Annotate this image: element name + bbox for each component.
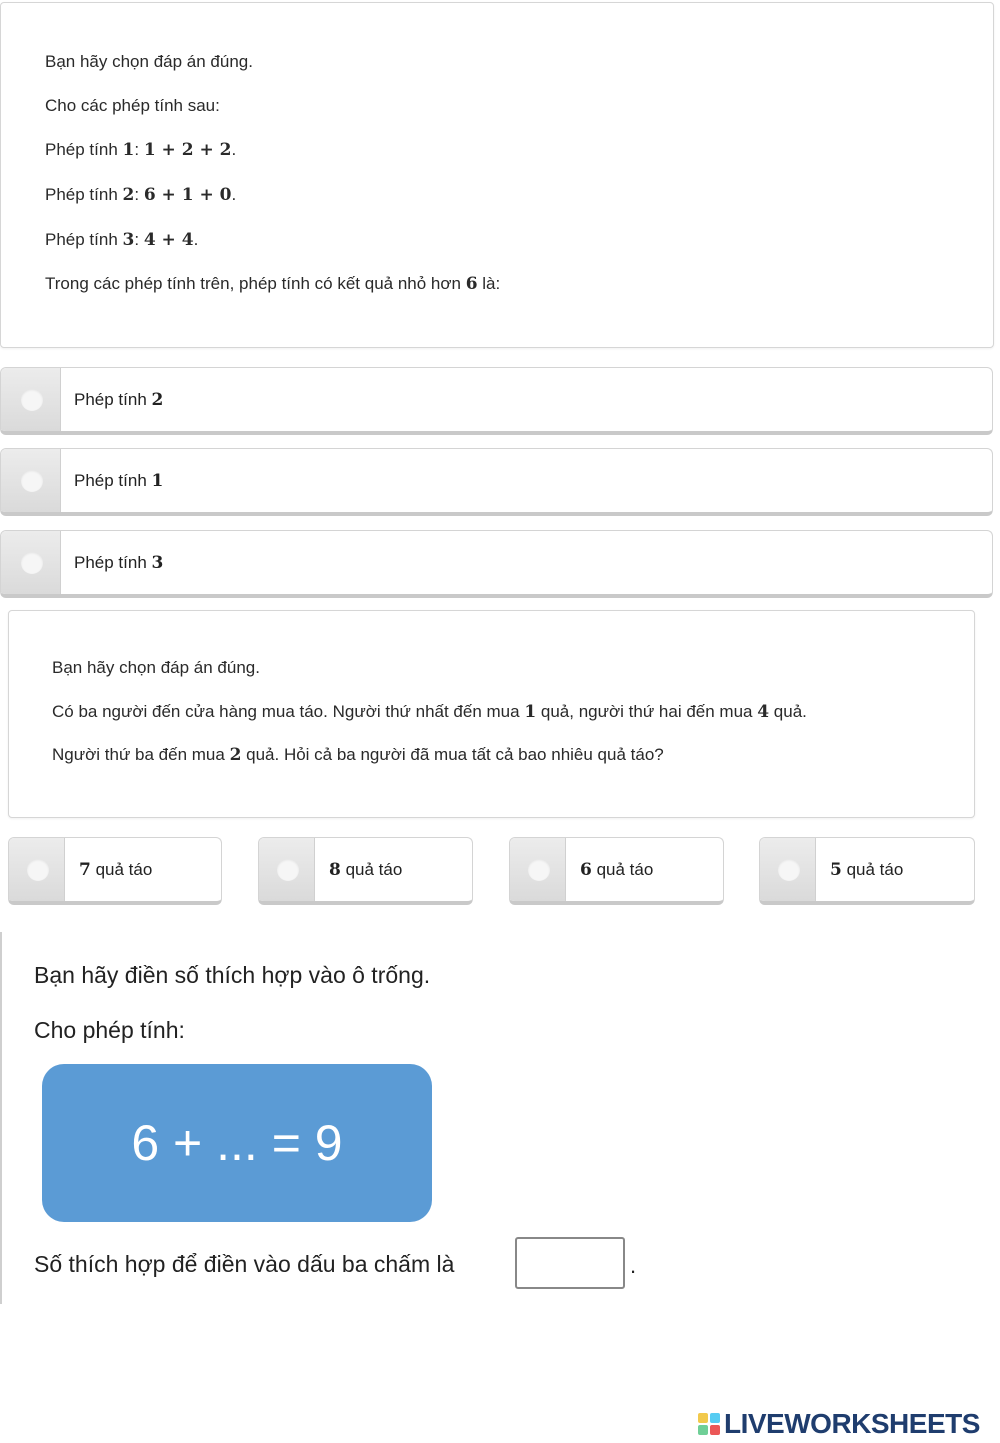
formula-text: 6 + ... = 9 bbox=[131, 1115, 343, 1171]
option-label: 5 quả táo bbox=[830, 859, 904, 880]
option-label: Phép tính 3 bbox=[74, 552, 164, 573]
q2-option-4[interactable] bbox=[759, 837, 975, 905]
q1-option-1[interactable] bbox=[0, 367, 993, 435]
q1-instruction: Bạn hãy chọn đáp án đúng. bbox=[45, 52, 253, 71]
radio-dot-icon[interactable] bbox=[778, 859, 800, 881]
option-label: 7 quả táo bbox=[79, 859, 153, 880]
period: . bbox=[630, 1253, 637, 1278]
q2-option-2[interactable] bbox=[258, 837, 473, 905]
q2-instruction: Bạn hãy chọn đáp án đúng. bbox=[52, 658, 260, 677]
radio-dot-icon[interactable] bbox=[27, 859, 49, 881]
q1-expression-2: Phép tính 2: 6 + 1 + 0. bbox=[45, 185, 237, 205]
q1-expression-3: Phép tính 3: 4 + 4. bbox=[45, 230, 199, 250]
radio-dot-icon[interactable] bbox=[21, 389, 43, 411]
option-label: Phép tính 2 bbox=[74, 389, 164, 410]
question-2-card bbox=[8, 610, 975, 818]
q1-expression-1: Phép tính 1: 1 + 2 + 2. bbox=[45, 140, 237, 160]
liveworksheets-grid-icon bbox=[698, 1412, 722, 1436]
radio-dot-icon[interactable] bbox=[528, 859, 550, 881]
formula-box bbox=[42, 1064, 432, 1222]
q3-instruction: Bạn hãy điền số thích hợp vào ô trống. bbox=[34, 962, 431, 988]
q2-text-line-2: Người thứ ba đến mua 2 quả. Hỏi cả ba người đã mua tất cả bao nhiêu quả táo? bbox=[52, 745, 664, 765]
q2-option-3[interactable] bbox=[509, 837, 724, 905]
q2-text-line-1: Có ba người đến cửa hàng mua táo. Người thứ nhất đến mua 1 quả, người thứ hai đến mua 4 quả. bbox=[52, 702, 807, 722]
q1-option-3[interactable] bbox=[0, 530, 993, 598]
q3-intro: Cho phép tính: bbox=[34, 1017, 185, 1043]
option-label: 8 quả táo bbox=[329, 859, 403, 880]
liveworksheets-logo bbox=[698, 1408, 980, 1440]
radio-dot-icon[interactable] bbox=[21, 470, 43, 492]
q1-intro: Cho các phép tính sau: bbox=[45, 96, 220, 115]
q2-option-1[interactable] bbox=[8, 837, 222, 905]
q3-prompt: Số thích hợp để điền vào dấu ba chấm là bbox=[34, 1251, 455, 1277]
radio-dot-icon[interactable] bbox=[277, 859, 299, 881]
brand-name: LIVEWORKSHEETS bbox=[724, 1408, 980, 1439]
option-label: Phép tính 1 bbox=[74, 470, 164, 491]
answer-input[interactable] bbox=[515, 1237, 625, 1289]
q1-option-2[interactable] bbox=[0, 448, 993, 516]
radio-dot-icon[interactable] bbox=[21, 552, 43, 574]
option-label: 6 quả táo bbox=[580, 859, 654, 880]
question-1-card bbox=[0, 2, 994, 348]
q1-question: Trong các phép tính trên, phép tính có kết quả nhỏ hơn 6 là: bbox=[45, 274, 501, 294]
